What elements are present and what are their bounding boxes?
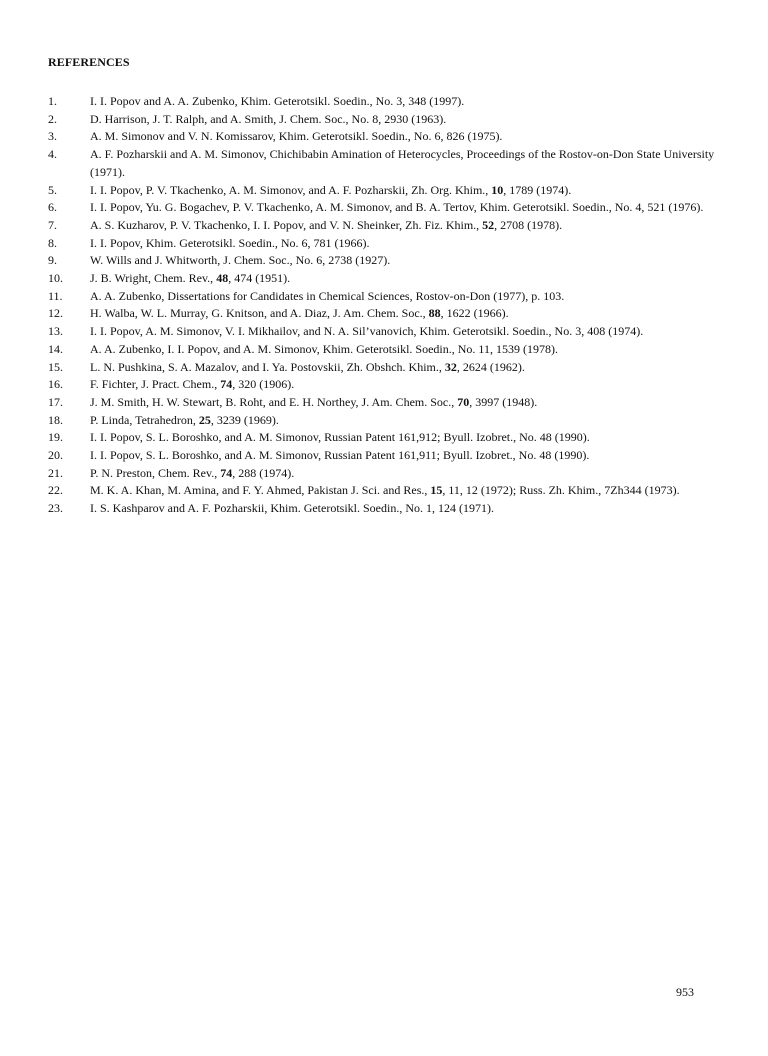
reference-text <box>90 182 728 200</box>
reference-item <box>48 111 728 129</box>
reference-text-part: I. I. Popov, A. M. Simonov, V. I. Mikhailov, and N. A. Sil’vanovich, Khim. Geterotsikl. Soedin., No. 3, 408 (1974). <box>90 324 644 339</box>
reference-item <box>48 235 728 253</box>
reference-text <box>90 376 728 394</box>
reference-number: 5. <box>48 182 57 197</box>
reference-text <box>90 465 728 483</box>
reference-number: 17. <box>48 394 63 409</box>
reference-text <box>90 412 728 430</box>
reference-item <box>48 394 728 412</box>
reference-item <box>48 270 728 288</box>
reference-text <box>90 93 728 111</box>
reference-item <box>48 376 728 394</box>
reference-text-part: I. I. Popov, S. L. Boroshko, and A. M. Simonov, Russian Patent 161,912; Byull. Izobret., No. 48 (1990). <box>90 430 590 445</box>
reference-item <box>48 182 728 200</box>
reference-text-part: , 288 (1974). <box>232 465 295 480</box>
reference-number: 16. <box>48 377 63 392</box>
reference-number: 6. <box>48 200 57 215</box>
reference-number: 22. <box>48 483 63 498</box>
reference-item <box>48 93 728 111</box>
reference-number: 19. <box>48 430 63 445</box>
reference-number: 2. <box>48 111 57 126</box>
reference-text-part: P. Linda, Tetrahedron, <box>90 412 199 427</box>
reference-text-part: , 11, 12 (1972); Russ. Zh. Khim., 7Zh344 (1973). <box>442 483 680 498</box>
reference-volume: 10 <box>491 182 504 197</box>
reference-text-part: D. Harrison, J. T. Ralph, and A. Smith, J. Chem. Soc., No. 8, 2930 (1963). <box>90 111 447 126</box>
reference-text-part: , 1789 (1974). <box>503 182 572 197</box>
reference-item <box>48 447 728 465</box>
reference-text-part: J. B. Wright, Chem. Rev., <box>90 271 217 286</box>
reference-text-part: P. N. Preston, Chem. Rev., <box>90 465 221 480</box>
reference-text-part: H. Walba, W. L. Murray, G. Knitson, and A. Diaz, J. Am. Chem. Soc., <box>90 306 429 321</box>
reference-text <box>90 341 728 359</box>
reference-number: 7. <box>48 217 57 232</box>
reference-text <box>90 288 728 306</box>
reference-number: 10. <box>48 271 63 286</box>
references-heading: REFERENCES <box>48 55 130 69</box>
reference-number: 18. <box>48 412 63 427</box>
reference-item <box>48 323 728 341</box>
reference-text-part: A. M. Simonov and V. N. Komissarov, Khim. Geterotsikl. Soedin., No. 6, 826 (1975). <box>90 129 503 144</box>
reference-number: 9. <box>48 253 57 268</box>
reference-volume: 74 <box>220 465 233 480</box>
reference-text <box>90 323 728 341</box>
reference-item <box>48 429 728 447</box>
reference-item <box>48 217 728 235</box>
reference-text-part: , 320 (1906). <box>232 377 295 392</box>
reference-text <box>90 111 728 129</box>
reference-text-part: M. K. A. Khan, M. Amina, and F. Y. Ahmed, Pakistan J. Sci. and Res., <box>90 483 431 498</box>
reference-text-part: , 3997 (1948). <box>469 394 538 409</box>
reference-volume: 88 <box>428 306 441 321</box>
reference-text <box>90 235 728 253</box>
reference-item <box>48 359 728 377</box>
reference-text <box>90 128 728 146</box>
references-list <box>48 93 728 518</box>
reference-number: 21. <box>48 465 63 480</box>
reference-text-part: L. N. Pushkina, S. A. Mazalov, and I. Ya. Postovskii, Zh. Obshch. Khim., <box>90 359 445 374</box>
reference-volume: 32 <box>444 359 457 374</box>
reference-text-part: , 2708 (1978). <box>494 217 563 232</box>
reference-text-part: , 474 (1951). <box>228 271 291 286</box>
reference-text <box>90 146 728 181</box>
reference-item <box>48 465 728 483</box>
page-number: 953 <box>676 985 694 999</box>
reference-number: 23. <box>48 501 63 516</box>
reference-volume: 25 <box>198 412 211 427</box>
reference-item <box>48 482 728 500</box>
reference-number: 3. <box>48 129 57 144</box>
reference-text-part: A. A. Zubenko, Dissertations for Candidates in Chemical Sciences, Rostov-on-Don (1977), p. 103. <box>90 288 565 303</box>
reference-item <box>48 252 728 270</box>
reference-number: 15. <box>48 359 63 374</box>
reference-text-part: F. Fichter, J. Pract. Chem., <box>90 377 221 392</box>
reference-text-part: I. I. Popov, Khim. Geterotsikl. Soedin., No. 6, 781 (1966). <box>90 235 370 250</box>
reference-number: 20. <box>48 448 63 463</box>
reference-item <box>48 128 728 146</box>
reference-number: 4. <box>48 147 57 162</box>
reference-number: 12. <box>48 306 63 321</box>
reference-text-part: I. I. Popov and A. A. Zubenko, Khim. Geterotsikl. Soedin., No. 3, 348 (1997). <box>90 94 465 108</box>
reference-item <box>48 341 728 359</box>
reference-text <box>90 270 728 288</box>
reference-item <box>48 412 728 430</box>
reference-text <box>90 429 728 447</box>
reference-item <box>48 146 728 181</box>
reference-text-part: A. A. Zubenko, I. I. Popov, and A. M. Simonov, Khim. Geterotsikl. Soedin., No. 11, 1539 (1978). <box>90 341 558 356</box>
reference-text-part: I. I. Popov, S. L. Boroshko, and A. M. Simonov, Russian Patent 161,911; Byull. Izobret., No. 48 (1990). <box>90 448 590 463</box>
reference-text <box>90 359 728 377</box>
reference-text-part: A. F. Pozharskii and A. M. Simonov, Chichibabin Amination of Heterocycles, Proceedings of the Rostov-on-Don State University (1971). <box>90 147 715 179</box>
reference-volume: 52 <box>482 217 495 232</box>
reference-number: 11. <box>48 288 63 303</box>
reference-text-part: A. S. Kuzharov, P. V. Tkachenko, I. I. Popov, and V. N. Sheinker, Zh. Fiz. Khim., <box>90 217 483 232</box>
reference-number: 13. <box>48 324 63 339</box>
reference-number: 1. <box>48 94 57 108</box>
reference-volume: 15 <box>430 483 443 498</box>
reference-volume: 70 <box>457 394 470 409</box>
reference-volume: 74 <box>220 377 233 392</box>
reference-item <box>48 199 728 217</box>
reference-text <box>90 394 728 412</box>
reference-item <box>48 305 728 323</box>
reference-text-part: J. M. Smith, H. W. Stewart, B. Roht, and E. H. Northey, J. Am. Chem. Soc., <box>90 394 458 409</box>
reference-text <box>90 482 728 500</box>
reference-text <box>90 199 728 217</box>
reference-text-part: , 2624 (1962). <box>456 359 525 374</box>
reference-text-part: I. I. Popov, Yu. G. Bogachev, P. V. Tkachenko, A. M. Simonov, and B. A. Tertov, Khim. Geterotsikl. Soedin., No. 4, 521 (1976). <box>90 200 704 215</box>
reference-text <box>90 500 728 518</box>
reference-text-part: I. I. Popov, P. V. Tkachenko, A. M. Simonov, and A. F. Pozharskii, Zh. Org. Khim., <box>90 182 492 197</box>
reference-item <box>48 500 728 518</box>
reference-text <box>90 305 728 323</box>
reference-number: 8. <box>48 235 57 250</box>
reference-text-part: W. Wills and J. Whitworth, J. Chem. Soc., No. 6, 2738 (1927). <box>90 253 391 268</box>
reference-text <box>90 252 728 270</box>
reference-item <box>48 288 728 306</box>
reference-number: 14. <box>48 341 63 356</box>
reference-text-part: I. S. Kashparov and A. F. Pozharskii, Khim. Geterotsikl. Soedin., No. 1, 124 (1971). <box>90 501 495 516</box>
reference-volume: 48 <box>216 271 229 286</box>
reference-text-part: , 3239 (1969). <box>210 412 279 427</box>
reference-text <box>90 447 728 465</box>
reference-text-part: , 1622 (1966). <box>440 306 509 321</box>
reference-text <box>90 217 728 235</box>
